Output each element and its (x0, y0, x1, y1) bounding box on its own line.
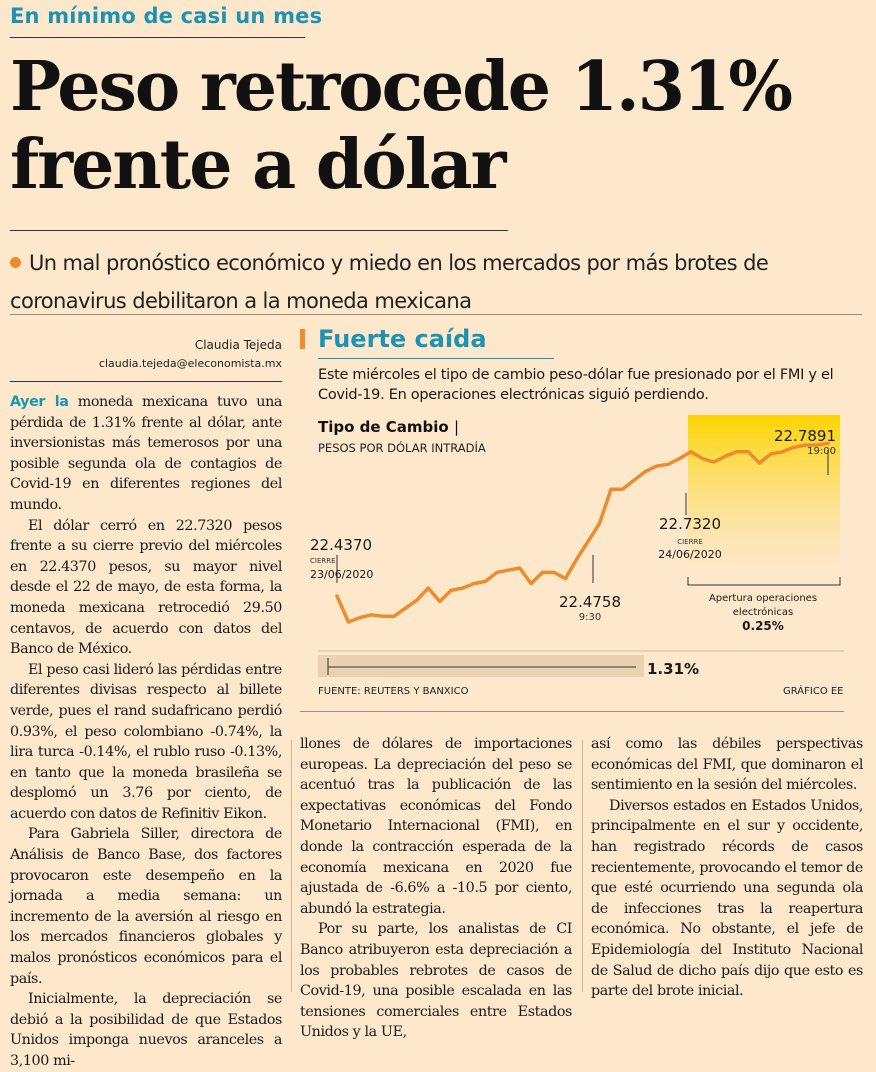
dek-rule (10, 314, 862, 315)
box-chart-label-sep: | (453, 418, 460, 436)
electronic-label-line-2: electrónicas (732, 607, 794, 618)
article-paragraph-1-text: moneda mexicana tuvo una pérdida de 1.31% frente al dólar, ante inversionistas más temerosos por una posible segunda ola de contagios de Covid-19 en diferentes regiones del mundo. (10, 394, 282, 513)
box-accent-bar (300, 329, 305, 349)
box-title: Fuerte caída (318, 325, 487, 353)
column-divider (291, 740, 292, 992)
byline-author: Claudia Tejeda (194, 338, 282, 352)
article-paragraph-6: llones de dólares de importaciones europeas. La depreciación del peso se acentuó tras la publicación de las expectativas económicas del Fondo Monetario Internacional (FMI), en donde la contracción esperada de la economía mexicana en 2020 fue ajustada de -6.6% a -10.5 por ciento, abundó la estrategia. (300, 736, 572, 917)
headline-line-2: frente a dólar (10, 125, 505, 205)
article-paragraph-5: Inicialmente, la depreciación se debió a la posibilidad de que Estados Unidos imponga nuevos aranceles a 3,100 mi- (10, 991, 282, 1069)
electronic-change: 0.25% (742, 619, 784, 633)
box-chart-sublabel: PESOS POR DÓLAR INTRADÍA (318, 441, 486, 455)
box-chart-label (318, 418, 459, 436)
last-time: 19:00 (807, 446, 836, 457)
column-divider (582, 740, 583, 992)
electronic-label-line-1: Apertura operaciones (708, 593, 818, 604)
article-column-3 (591, 734, 863, 1002)
headline-line-1: Peso retrocede 1.31% (10, 47, 791, 127)
open-date: 23/06/2020 (310, 568, 374, 581)
dek (10, 244, 870, 320)
article-column-1 (10, 392, 282, 1072)
headline-rule (10, 230, 508, 231)
low-value: 22.4758 (558, 593, 622, 611)
close-value: 22.7320 (658, 515, 722, 533)
article-paragraph-8: así como las débiles perspectivas económicas del FMI, que dominaron el sentimiento en la sesión del miércoles. (591, 736, 863, 794)
source-note: FUENTE: REUTERS Y BANXICO (318, 686, 469, 697)
box-chart-label-text: Tipo de Cambio (318, 418, 449, 436)
article-paragraph-3: El peso casi lideró las pérdidas entre diferentes divisas respecto al billete verde, pues el rand sudafricano perdió 0.93%, el peso colombiano -0.74%, la lira turca -0.14%, el rublo ruso -0.13%, en tanto que la moneda brasileña se desplomó un 3.76 por ciento, de acuerdo con datos de Refinitiv Eikon. (10, 661, 282, 822)
electronic-bracket (688, 577, 840, 585)
box-description: Este miércoles el tipo de cambio peso-dólar fue presionado por el FMI y el Covid-19. En operaciones electrónicas siguió perdiendo. (318, 367, 834, 403)
kicker: En mínimo de casi un mes (10, 4, 323, 28)
total-change-band (318, 655, 644, 677)
article-lead: Ayer la (10, 394, 69, 410)
box-bottom-rule (300, 711, 844, 712)
total-change-value: 1.31% (647, 660, 700, 678)
dek-text: Un mal pronóstico económico y miedo en los mercados por más brotes de coronavirus debilitaron a la moneda mexicana (10, 251, 769, 313)
article-column-2 (300, 734, 572, 1043)
low-time: 9:30 (578, 612, 602, 623)
open-tag: CIERRE (310, 557, 336, 565)
column-rule (10, 381, 282, 382)
last-value: 22.7891 (773, 427, 836, 445)
close-tag: CIERRE (677, 538, 703, 546)
article-paragraph-9: Diversos estados en Estados Unidos, principalmente en el sur y occidente, han registrado récords de casos recientemente, provocando el temor de que esté ocurriendo una segunda ola de infecciones tras la reapertura económica. No obstante, el jefe de Epidemiología del Instituto Nacional de Salud de dicho país dijo que esto es parte del brote inicial. (591, 797, 863, 1000)
bullet-dot-icon (10, 257, 21, 268)
article-paragraph-7: Por su parte, los analistas de CI Banco atribuyeron esta depreciación a los probables rebrotes de casos de Covid-19, una posible escalada en las tensiones comerciales entre Estados Unidos y la UE, (300, 921, 572, 1041)
article-paragraph-1 (10, 392, 282, 516)
kicker-rule (10, 37, 305, 38)
box-title-rule (318, 358, 554, 359)
headline (10, 48, 791, 204)
open-value: 22.4370 (310, 536, 373, 554)
close-date: 24/06/2020 (658, 548, 722, 561)
byline-email[interactable]: claudia.tejeda@eleconomista.mx (98, 357, 282, 370)
graphic-credit: GRÁFICO EE (783, 686, 844, 697)
article-paragraph-4: Para Gabriela Siller, directora de Análisis de Banco Base, dos factores provocaron este desempeño en la jornada a media semana: un incremento de la aversión al riesgo en los mercados financieros globales y malos pronósticos económicos para el país. (10, 826, 282, 987)
article-paragraph-2: El dólar cerró en 22.7320 pesos frente a su cierre previo del miércoles en 22.4370 pesos, su mayor nivel desde el 22 de mayo, de esta forma, la moneda mexicana retrocedió 29.50 centavos, de acuerdo con datos del Banco de México. (10, 517, 282, 658)
